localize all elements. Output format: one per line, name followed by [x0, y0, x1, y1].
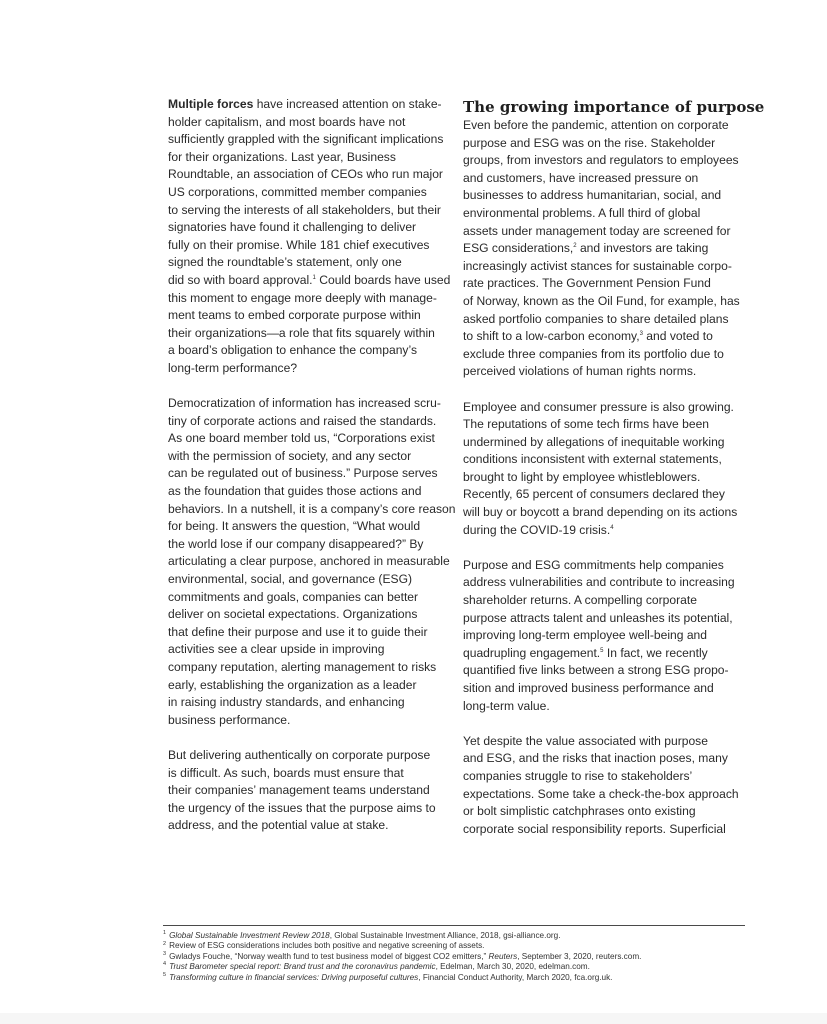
text-line: holder capitalism, and most boards have not — [168, 114, 406, 129]
text-line: exclude three companies from its portfolio due to — [463, 346, 724, 361]
text-line: quadrupling engagement.$^5$ In fact, we recently — [463, 645, 708, 660]
text-line: can be regulated out of business.” Purpose serves — [168, 466, 438, 481]
text-line: as the foundation that guides those actions and — [168, 484, 422, 499]
footnote-ref-1: 1 — [312, 274, 316, 281]
text-line: the world lose if our company disappeared?” By — [168, 536, 424, 551]
text-line: signed the roundtable’s statement, only one — [168, 255, 402, 270]
text-line: Recently, 65 percent of consumers declared they — [463, 487, 725, 502]
text-line: or bolt simplistic catchphrases onto existing — [463, 804, 696, 819]
text-line: their companies’ management teams understand — [168, 783, 430, 798]
text-line: behaviors. In a nutshell, it is a company’s core reason — [168, 501, 456, 516]
text-line: will buy or boycott a brand depending on its actions — [463, 505, 738, 520]
text-line: environmental problems. A full third of global — [463, 205, 701, 220]
text-line: asked portfolio companies to share detailed plans — [463, 311, 729, 326]
footnote-3: $^3$ Gwladys Fouche, “Norway wealth fund to test business model of biggest CO2 emitters,” Reuters, September 3, 2020, reuters.com. — [163, 951, 642, 961]
text-line: sufficiently grappled with the significant implications — [168, 132, 444, 147]
paragraph-gap — [463, 715, 748, 733]
text-line: deliver on societal expectations. Organizations — [168, 607, 418, 622]
text-line: of Norway, known as the Oil Fund, for example, has — [463, 293, 740, 308]
text-line: sition and improved business performance and — [463, 681, 714, 695]
text-line: signatories have found it challenging to deliver — [168, 220, 417, 235]
paragraph-even-before — [463, 117, 748, 381]
text-line: Even before the pandemic, attention on corporate — [463, 118, 729, 132]
text-line: company reputation, alerting management to risks — [168, 660, 437, 674]
text-line: fully on their promise. While 181 chief executives — [168, 237, 430, 252]
text-line: companies struggle to rise to stakeholders’ — [463, 768, 693, 783]
text-line: is difficult. As such, boards must ensure that — [168, 765, 404, 780]
text-line: during the COVID-19 crisis.$^4$ — [463, 522, 614, 537]
paragraph-gap — [463, 381, 748, 399]
text-line: undermined by allegations of inequitable working — [463, 434, 725, 449]
text-line: did so with board approval.$^1$ Could boards have used — [168, 272, 451, 287]
paragraph-multiple-forces — [168, 96, 451, 378]
text-line: improving long-term employee well-being and — [463, 628, 708, 643]
text-line: to shift to a low-carbon economy,$^3$ and voted to — [463, 329, 713, 344]
text-line: The reputations of some tech firms have been — [463, 417, 710, 432]
text-line: and ESG, and the risks that inaction poses, many — [463, 751, 728, 766]
text-line: businesses to address humanitarian, social, and — [463, 188, 722, 203]
text-line: Purpose and ESG commitments help companies — [463, 557, 724, 572]
text-line: their organizations—a role that fits squarely within — [168, 325, 435, 340]
paragraph-gap — [168, 378, 451, 396]
page-bottom-band — [0, 1013, 827, 1024]
footnote-5: $^5$ Transforming culture in financial services: Driving purposeful cultures, Financial Conduct Authority, March 2020, fca.org.uk. — [163, 971, 613, 982]
footnote-ref-2: 2 — [573, 243, 577, 250]
text-line: Roundtable, an association of CEOs who run major — [168, 167, 443, 182]
footnotes — [163, 931, 763, 983]
text-line: long-term performance? — [168, 360, 298, 375]
text-line: rate practices. The Government Pension Fund — [463, 276, 711, 291]
footnote-ref-3: 3 — [639, 331, 643, 338]
text-line: activities see a clear upside in improving — [168, 642, 385, 657]
text-line: address vulnerabilities and contribute to increasing — [463, 575, 735, 590]
text-line: ment teams to embed corporate purpose within — [168, 308, 421, 323]
text-line: for their organizations. Last year, Business — [168, 149, 396, 164]
text-line: that define their purpose and use it to guide their — [168, 624, 428, 639]
text-line: articulating a clear purpose, anchored in measurable — [168, 554, 450, 569]
text-line: As one board member told us, “Corporations exist — [168, 431, 435, 446]
paragraph-democratization — [168, 395, 456, 729]
text-line: brought to light by employee whistleblowers. — [463, 469, 701, 484]
text-line: shareholder returns. A compelling corporate — [463, 593, 697, 608]
section-heading: The growing importance of purpose — [463, 98, 765, 116]
footnote-4: $^4$ Trust Barometer special report: Brand trust and the coronavirus pandemic, Edelman, March 30, 2020, edelman.com. — [163, 961, 590, 972]
paragraph-purpose-esg — [463, 557, 748, 715]
left-column — [168, 96, 456, 835]
text-line: Democratization of information has increased scru- — [168, 396, 441, 411]
text-line: address, and the potential value at stake. — [168, 818, 389, 833]
text-line: expectations. Some take a check-the-box approach — [463, 786, 739, 801]
text-line: commitments and goals, companies can better — [168, 589, 419, 604]
footnote-divider — [163, 925, 745, 926]
text-line: But delivering authentically on corporate purpose — [168, 747, 431, 762]
text-line: the urgency of the issues that the purpose aims to — [168, 800, 436, 815]
text-line: perceived violations of human rights norms. — [463, 364, 697, 379]
text-line: assets under management today are screened for — [463, 223, 731, 238]
text-line: Multiple forces have increased attention on stake- — [168, 97, 442, 111]
footnote-ref-5: 5 — [600, 647, 604, 654]
text-line: ESG considerations,$^2$ and investors are taking — [463, 241, 709, 256]
lead-in-bold: Multiple forces — [168, 97, 254, 111]
text-line: to serving the interests of all stakeholders, but their — [168, 202, 441, 217]
footnote-ref-4: 4 — [610, 524, 614, 531]
text-line: purpose and ESG was on the rise. Stakeholder — [463, 135, 716, 150]
text-line: early, establishing the organization as a leader — [168, 677, 417, 692]
text-line: with the permission of society, and any sector — [168, 448, 412, 463]
paragraph-delivering-authentically — [168, 747, 451, 835]
footnote-1: $^1$ Global Sustainable Investment Review 2018, Global Sustainable Investment Alliance, 2018, gsi-alliance.org. — [163, 930, 561, 940]
text-line: conditions inconsistent with external statements, — [463, 452, 722, 467]
text-line: this moment to engage more deeply with manage- — [168, 290, 437, 305]
paragraph-gap — [463, 539, 748, 557]
text-line: corporate social responsibility reports. Superficial — [463, 821, 726, 836]
text-line: Employee and consumer pressure is also growing. — [463, 399, 734, 414]
text-line: for being. It answers the question, “What would — [168, 519, 421, 534]
footnote-2: $^2$ Review of ESG considerations includes both positive and negative screening of assets. — [163, 940, 485, 951]
paragraph-employee-consumer — [463, 399, 748, 540]
text-line: tiny of corporate actions and raised the standards. — [168, 413, 437, 428]
text-line: long-term value. — [463, 698, 550, 713]
text-line: in raising industry standards, and enhancing — [168, 695, 405, 710]
text-line: Yet despite the value associated with purpose — [463, 733, 708, 748]
paragraph-gap — [168, 729, 451, 747]
text-line: groups, from investors and regulators to employees — [463, 153, 739, 168]
right-column — [463, 96, 765, 838]
text-line: quantified five links between a strong ESG propo- — [463, 663, 729, 678]
text-line: increasingly activist stances for sustainable corpo- — [463, 258, 732, 273]
text-line: US corporations, committed member companies — [168, 184, 427, 199]
text-line: a board’s obligation to enhance the company’s — [168, 343, 417, 358]
paragraph-yet-despite — [463, 733, 748, 839]
text-line: purpose attracts talent and unleashes its potential, — [463, 610, 733, 625]
text-line: business performance. — [168, 712, 291, 727]
text-line: environmental, social, and governance (ESG) — [168, 572, 413, 587]
text-line: and customers, have increased pressure on — [463, 170, 699, 185]
